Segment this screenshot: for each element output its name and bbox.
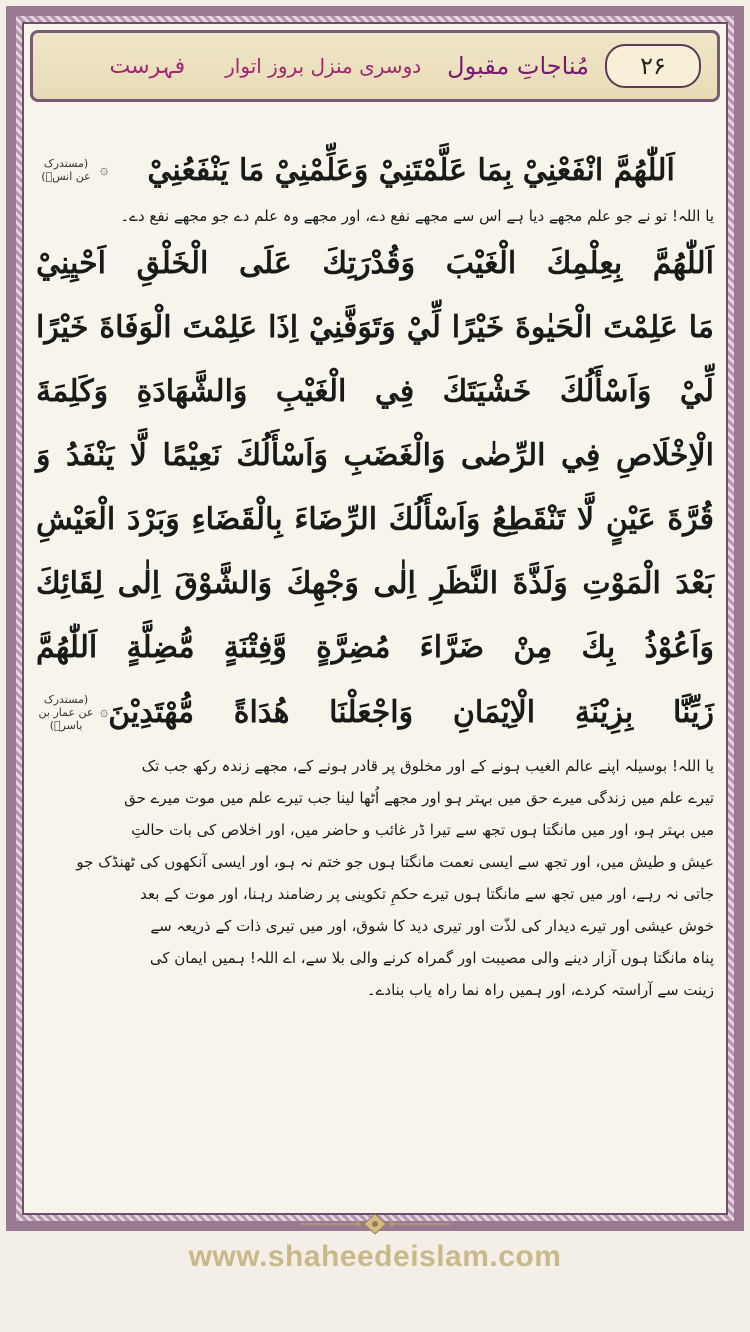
dua1-arabic: اَللّٰهُمَّ انْفَعْنِيْ بِمَا عَلَّمْتَنِيْ وَعَلِّمْنِيْ مَا يَنْفَعُنِيْ: [147, 152, 675, 188]
arabic-line: زَيِّنَّا بِزِيْنَةِ الْاِيْمَانِ وَاجْعَلْنَا هُدَاةً مُّهْتَدِيْنَ: [108, 694, 714, 730]
urdu-line: جاتی نہ رہے، اور میں تجھ سے مانگتا ہوں تیرے حکمِ تکوینی پر رضامند رہنا، اور موت کے بعد: [140, 885, 714, 903]
urdu-line: پناہ مانگتا ہوں آزار دینے والی مصیبت اور گمراہ کرنے والی بلا سے، اے اللہ! ہمیں ایمان کی: [149, 949, 714, 967]
page-number: ۲۶: [605, 44, 701, 88]
index-link[interactable]: فہرست: [109, 53, 186, 79]
arabic-line: بَعْدَ الْمَوْتِ وَلَذَّةَ النَّظَرِ اِلٰى وَجْهِكَ وَالشَّوْقَ اِلٰى لِقَائِكَ: [36, 566, 714, 601]
urdu-line: زینت سے آراستہ کردے، اور ہمیں راہ نما راہ یاب بنادے۔: [366, 981, 714, 999]
dua2-reference-group: [36, 693, 108, 732]
dua1-arabic-row: [36, 140, 714, 200]
website-url[interactable]: www.shaheedeislam.com: [188, 1240, 562, 1273]
urdu-line: میں بہتر ہو، اور میں مانگتا ہوں تجھ سے تیرا ڈر غائب و حاضر میں، اور اخلاص کی بات حالتِ: [131, 821, 714, 839]
book-title: مُناجاتِ مقبول: [447, 52, 589, 80]
chapter-subtitle: دوسری منزل بروز اتوار: [225, 54, 422, 78]
urdu-line: یا اللہ! بوسیلہ اپنے عالم الغیب ہونے کے اور مخلوق پر قادر ہونے کے، مجھے زندہ رکھ جب تک: [141, 757, 714, 775]
dua1-translation: یا اللہ! تو نے جو علم مجھے دیا ہے اس سے مجھے نفع دے، اور مجھے وہ علم دے جو مجھے نفع دے۔: [120, 207, 714, 225]
dua1-reference-group: [36, 157, 108, 183]
arabic-line: اَللّٰهُمَّ بِعِلْمِكَ الْغَيْبَ وَقُدْرَتِكَ عَلَى الْخَلْقِ اَحْيِنِيْ: [36, 246, 714, 281]
dua1-reference: (مستدرک عن انسؓ): [41, 157, 91, 183]
dua2-arabic: [36, 232, 714, 744]
dua2-arabic-last-row: [36, 680, 714, 744]
arabic-line: الْاِخْلَاصِ فِي الرِّضٰى وَالْغَضَبِ وَاَسْأَلُكَ نَعِيْمًا لَّا يَنْفَدُ وَ: [36, 438, 714, 473]
divider-ornament-icon: [300, 1212, 450, 1236]
hadith-mark-icon: ۞: [100, 704, 109, 720]
page-content: [36, 140, 714, 1006]
arabic-line: قُرَّةَ عَيْنٍ لَّا تَنْقَطِعُ وَاَسْأَلُكَ الرِّضَاءَ بِالْقَضَاءِ وَبَرْدَ الْعَيْشِ: [36, 502, 714, 537]
urdu-line: تیرے علم میں زندگی میرے حق میں بہتر ہو اور مجھے اُٹھا لینا جب تیرے علم میں موت میرے حق: [124, 789, 714, 807]
arabic-line: وَاَعُوْذُ بِكَ مِنْ ضَرَّاءَ مُضِرَّةٍ وَّفِتْنَةٍ مُّضِلَّةٍ اَللّٰهُمَّ: [36, 630, 714, 665]
hadith-mark-icon: ۞: [100, 162, 109, 178]
page-header: [30, 30, 720, 102]
arabic-line: مَا عَلِمْتَ الْحَيٰوةَ خَيْرًا لِّيْ وَتَوَفَّنِيْ اِذَا عَلِمْتَ الْوَفَاةَ خَيْرًا: [36, 310, 714, 345]
urdu-line: خوش عیشی اور تیرے دیدار کی لذّت اور تیری دید کا شوق، اور میں تیری ذات کے ذریعہ سے: [150, 917, 714, 935]
arabic-line: لِّيْ وَاَسْأَلُكَ خَشْيَتَكَ فِي الْغَيْبِ وَالشَّهَادَةِ وَكَلِمَةَ: [36, 374, 714, 409]
dua2-translation: [36, 750, 714, 1006]
dua2-reference: (مستدرک عن عمار بن یاسرؓ): [38, 692, 94, 732]
urdu-line: عیش و طیش میں، اور تجھ سے ایسی نعمت مانگتا ہوں جو ختم نہ ہو، اور ایسی آنکھوں کی ٹھنڈک جو: [76, 853, 714, 871]
